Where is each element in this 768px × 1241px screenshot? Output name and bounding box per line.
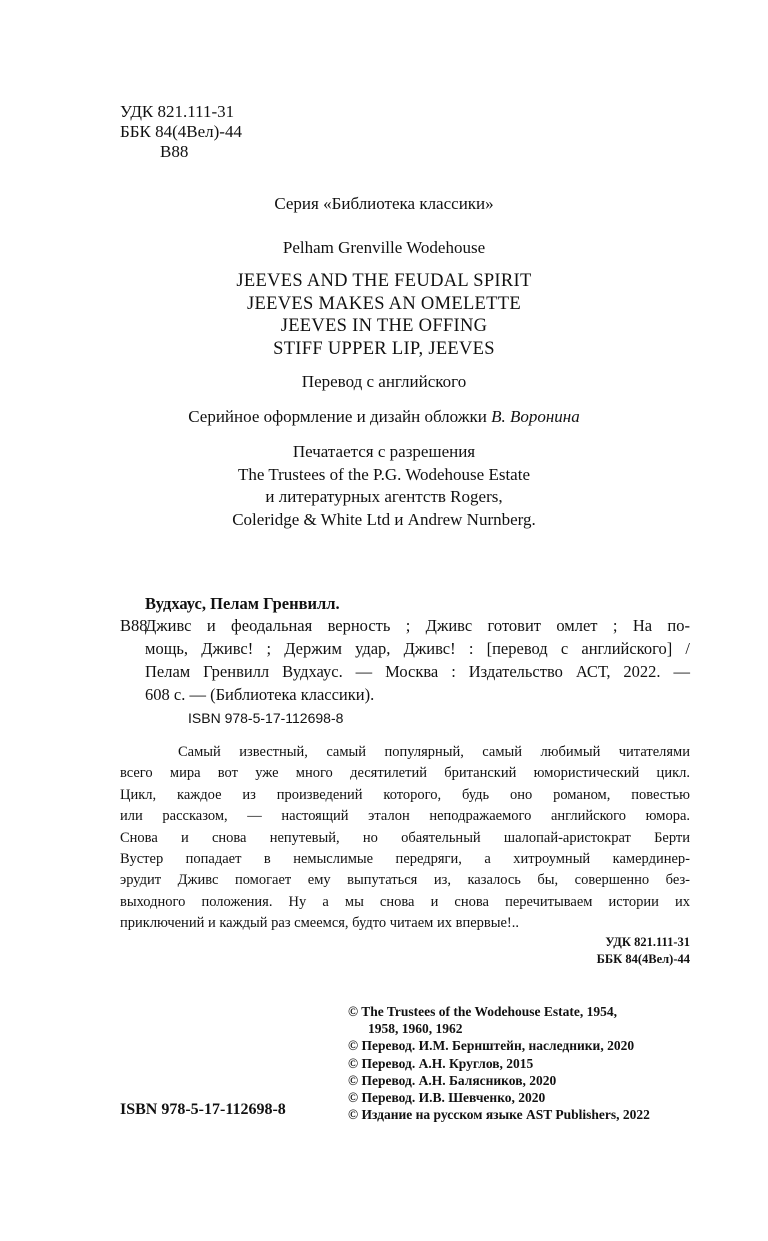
original-author: Pelham Grenville Wodehouse [282,238,486,257]
bibliographic-description [145,614,690,706]
copyright-line: © The Trustees of the Wodehouse Estate, 1954, [348,1004,617,1019]
permission-notice [0,441,768,531]
bbk-code-right: ББК 84(4Вел)-44 [596,951,690,966]
original-title: JEEVES IN THE OFFING [280,316,488,336]
annotation-line: Самый известный, самый популярный, самый любимый читателями [178,744,690,760]
original-title: JEEVES MAKES AN OMELETTE [247,293,521,314]
copyright-line: © Перевод. И.В. Шевченко, 2020 [348,1090,546,1106]
annotation-line: всего мира вот уже много десятилетий британский юмористический цикл. [120,765,690,782]
bibliographic-code: В88 [120,616,148,635]
annotation [120,742,690,935]
copyright-line: © Перевод. А.Н. Круглов, 2015 [348,1055,534,1071]
annotation-line: Вустер попадает в немыслимые передряги, а хитроумный камердинер- [120,851,690,868]
bibliographic-line: мощь, Дживс! ; Держим удар, Дживс! : [перевод с английского] / [145,639,690,658]
bibliographic-line: Пелам Гренвилл Вудхаус. — Москва : Издательство АСТ, 2022. — [145,662,690,681]
isbn-large: ISBN 978-5-17-112698-8 [120,1101,286,1118]
bibliographic-line: Дживс и феодальная верность ; Дживс готовит омлет ; На по- [145,616,690,635]
annotation-line: выходного положения. Ну а мы снова и снова перечитываем истории их [120,893,690,910]
bibliographic-author: Вудхаус, Пелам Гренвилл. [145,594,340,613]
annotation-line: приключений и каждый раз смеемся, будто читаем их впервые!.. [120,915,520,932]
isbn-small: ISBN 978-5-17-112698-8 [188,710,344,726]
annotation-line: или рассказом, — настоящий эталон неподражаемого английского юмора. [120,808,690,825]
author-sign-code: В88 [160,142,189,161]
design-text: Серийное оформление и дизайн обложки [188,407,492,426]
classification-codes-right [560,934,690,967]
udk-code-right: УДК 821.111-31 [605,935,690,949]
permission-line: Coleridge & White Ltd и Andrew Nurnberg. [232,509,536,529]
annotation-line: Снова и снова непутевый, но обаятельный шалопай-аристократ Берти [120,829,690,846]
permission-line: и литературных агентств Rogers, [265,487,503,506]
original-title: JEEVES AND THE FEUDAL SPIRIT [236,271,532,291]
copyright-line: © Перевод. И.М. Бернштейн, наследники, 2020 [348,1038,635,1054]
udk-code: УДК 821.111-31 [120,102,235,121]
translation-note: Перевод с английского [301,372,467,391]
original-title: STIFF UPPER LIP, JEEVES [273,338,495,359]
annotation-line: Цикл, каждое из произведений которого, будь оно романом, повестью [120,786,690,803]
copyright-line: © Перевод. А.Н. Балясников, 2020 [348,1072,557,1088]
bibliographic-line: 608 с. — (Библиотека классики). [145,685,375,704]
annotation-line: эрудит Дживс помогает ему выпутаться из, казалось бы, совершенно без- [120,872,690,889]
series-name: Серия «Библиотека классики» [274,194,494,213]
bbk-code: ББК 84(4Вел)-44 [120,122,242,141]
permission-line: Печатается с разрешения [292,442,476,461]
copyright-block [348,1003,650,1123]
designer-name: В. Воронина [491,407,580,426]
copyright-line: 1958, 1960, 1962 [368,1021,463,1037]
permission-line: The Trustees of the P.G. Wodehouse Estate [237,464,530,484]
original-titles [0,270,768,360]
cover-design-credit [0,407,768,427]
copyright-line: © Издание на русском языке AST Publishers, 2022 [348,1107,650,1123]
